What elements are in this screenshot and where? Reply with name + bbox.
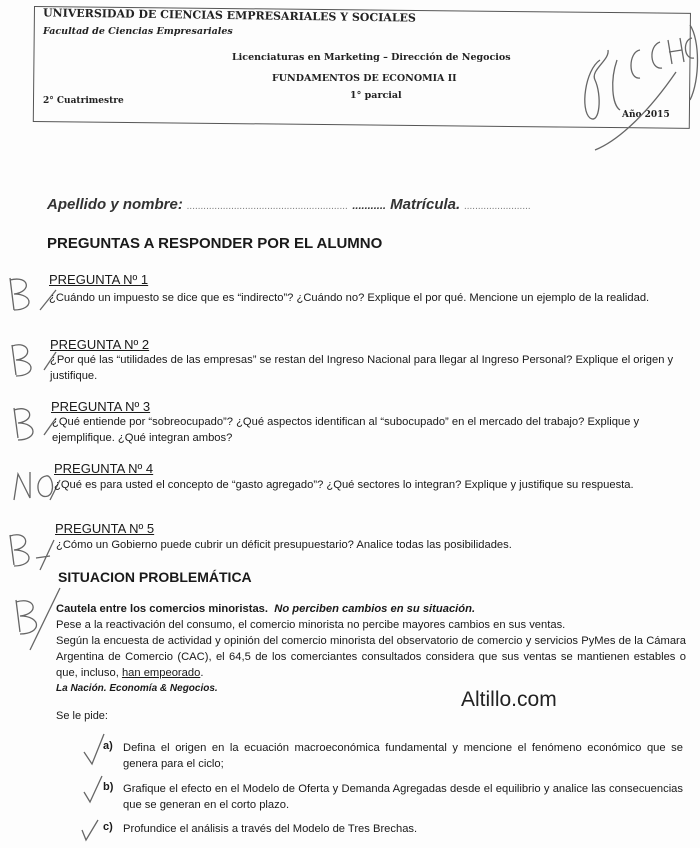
situation-source: La Nación. Economía & Negocios.	[56, 683, 218, 694]
faculty-name: Facultad de Ciencias Empresariales	[43, 26, 233, 37]
grade-handwriting-icon	[585, 25, 698, 150]
situation-p2: Según la encuesta de actividad y opinión del comercio minorista del observatorio de comercio y servicios PyMes de la Cámara Argentina de Comercio (CAC), el 64,5 de los comerciantes consultados considera que sus ventas se mantienen estables o que, incluso,	[56, 635, 686, 679]
situation-title: SITUACION PROBLEMÁTICA	[58, 569, 252, 585]
check-b-icon	[84, 776, 102, 802]
check-a-icon	[84, 734, 104, 764]
item-a-text: Defina el origen en la ecuación macroeconómica fundamental y mencione el fenómeno económico que se genera para el ciclo;	[123, 742, 683, 770]
id-label: Matrícula.	[390, 196, 461, 213]
item-a-letter: a)	[103, 740, 113, 752]
university-name: UNIVERSIDAD DE CIENCIAS EMPRESARIALES Y SOCIALES	[42, 6, 417, 25]
name-label: Apellido y nombre:	[47, 196, 183, 213]
exam-name: 1° parcial	[350, 90, 402, 101]
situation-p2-underlined: han empeorado	[121, 667, 201, 679]
question-5-title: PREGUNTA Nº 5	[55, 521, 155, 536]
item-b-text: Grafique el efecto en el Modelo de Oferta y Demanda Agregadas desde el equilibrio y analice las consecuencias que se generan en el corto plazo.	[123, 783, 683, 811]
question-2-text: ¿Por qué las “utilidades de las empresas” se restan del Ingreso Nacional para llegar al Ingreso Personal? Explique el origen y justifique.	[50, 354, 674, 382]
year: Año 2015	[622, 110, 670, 120]
mark-b-situation-icon	[16, 588, 60, 650]
mark-bminus-q5-icon	[10, 535, 54, 570]
term: 2° Cuatrimestre	[43, 96, 124, 106]
item-c-letter: c)	[103, 821, 113, 833]
question-4-text: ¿Qué es para usted el concepto de “gasto agregado”? ¿Qué sectores lo integran? Explique y justifique su respuesta.	[54, 479, 634, 491]
watermark: Altillo.com	[461, 688, 557, 711]
question-3-title: PREGUNTA Nº 3	[51, 399, 151, 414]
prompt: Se le pide:	[56, 710, 108, 722]
course-name: FUNDAMENTOS DE ECONOMIA II	[272, 73, 457, 84]
situation-p2-end: .	[200, 667, 204, 679]
id-field: ........................	[464, 201, 532, 212]
situation-p1: Pese a la reactivación del consumo, el comercio minorista no percibe mayores cambios en sus ventas.	[56, 619, 566, 631]
situation-headline: Cautela entre los comercios minoristas.	[56, 603, 269, 615]
question-5-text: ¿Cómo un Gobierno puede cubrir un déficit presupuestario? Analice todas las posibilidades.	[56, 539, 512, 551]
section-title: PREGUNTAS A RESPONDER POR EL ALUMNO	[47, 235, 383, 252]
mark-b-q3-icon	[14, 408, 56, 440]
question-3-text: ¿Qué entiende por “sobreocupado”? ¿Qué aspectos identifican al “subocupado” en el mercado del trabajo? Explique y ejemplifique. ¿Qué integran ambos?	[52, 416, 640, 444]
program-name: Licenciaturas en Marketing – Dirección de Negocios	[232, 52, 511, 63]
situation-headline-italic: No perciben cambios en su situación.	[274, 603, 476, 615]
situation-text	[56, 601, 686, 697]
check-c-icon	[82, 820, 98, 840]
item-c-text: Profundice el análisis a través del Modelo de Tres Brechas.	[123, 823, 418, 835]
question-1-title: PREGUNTA Nº 1	[49, 272, 149, 287]
question-4-title: PREGUNTA Nº 4	[54, 461, 154, 476]
question-1-text: ¿Cuándo un impuesto se dice que es “indirecto”? ¿Cuándo no? Explique el por qué. Mencione un ejemplo de la realidad.	[49, 292, 650, 304]
name-field: ..........................................................	[187, 201, 349, 212]
id-dots: ...........	[352, 200, 386, 212]
question-2-title: PREGUNTA Nº 2	[50, 337, 150, 352]
item-b-letter: b)	[103, 781, 114, 793]
